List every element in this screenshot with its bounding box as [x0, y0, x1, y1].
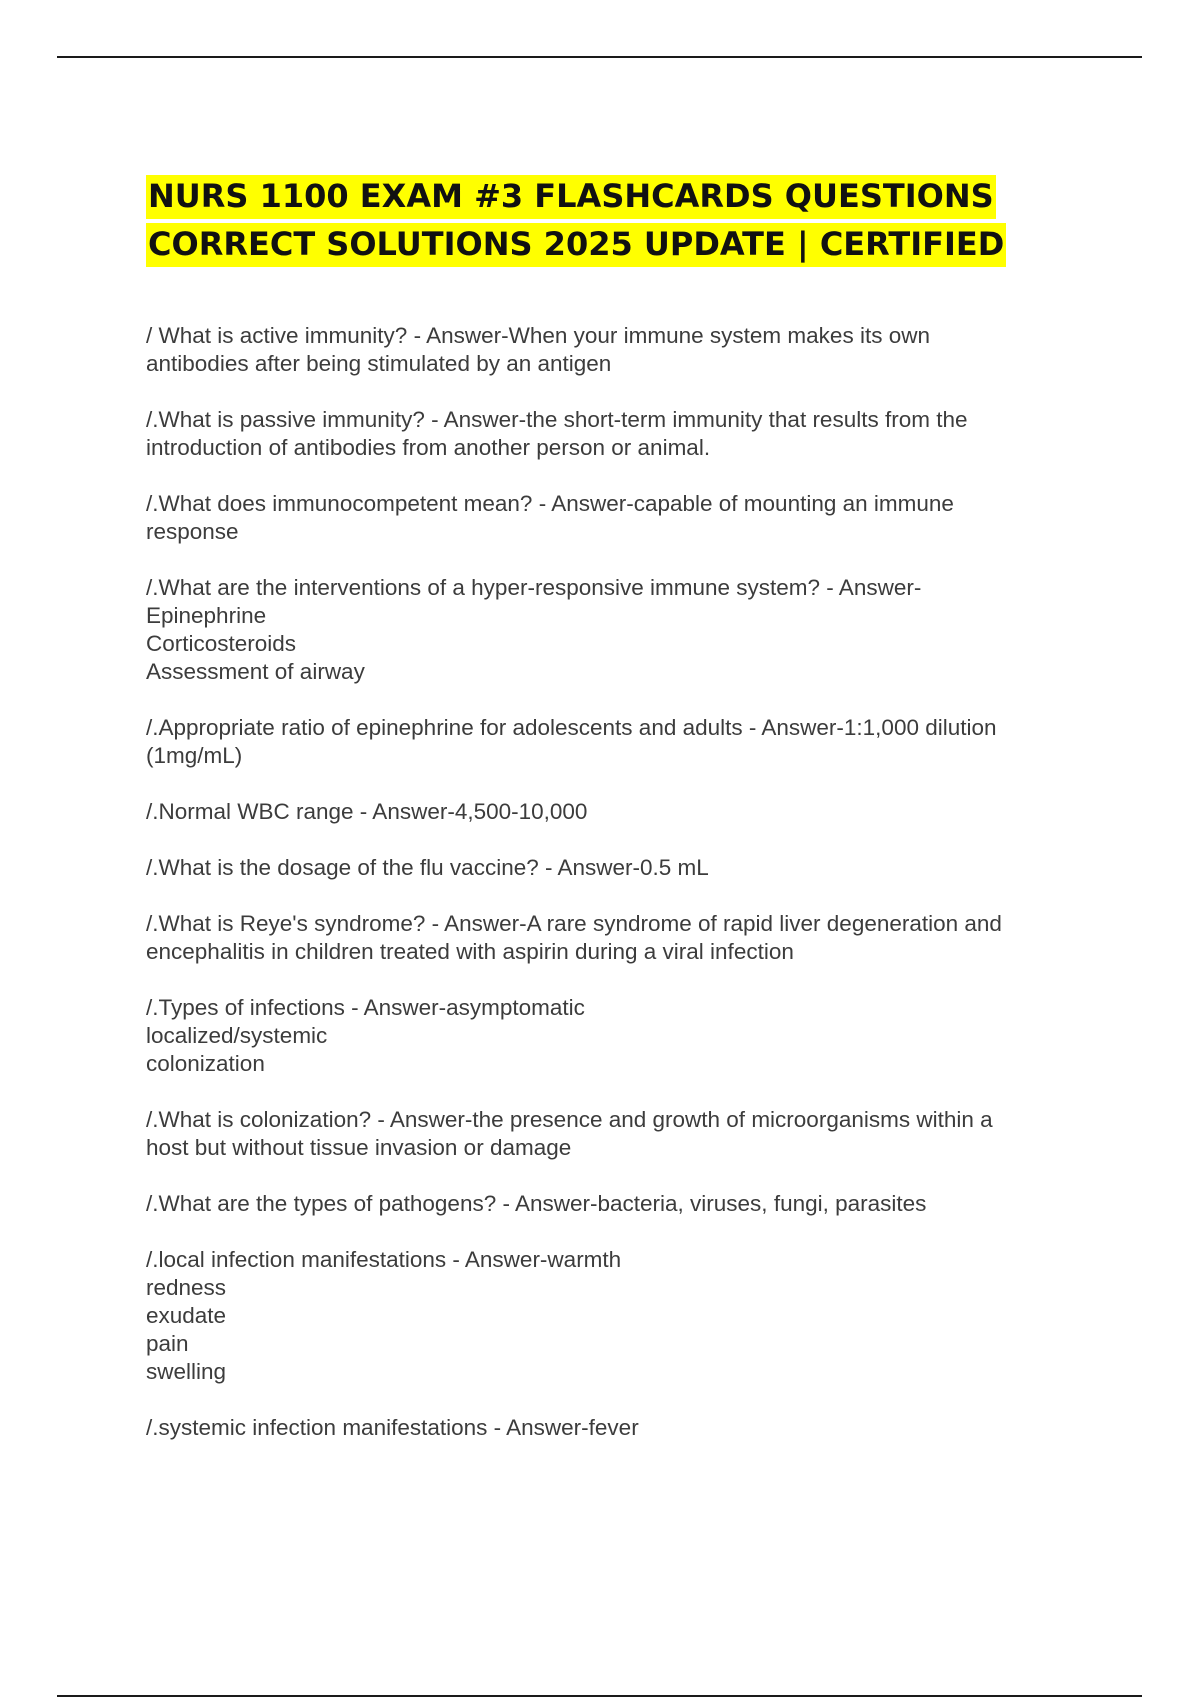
- flashcard-item: /.Appropriate ratio of epinephrine for adolescents and adults - Answer-1:1,000 dilution (1mg/mL): [146, 715, 997, 768]
- flashcard-item: /.local infection manifestations - Answer-warmth redness exudate pain swelling: [146, 1247, 622, 1384]
- flashcard-item: / What is active immunity? - Answer-When your immune system makes its own antibodies after being stimulated by an antigen: [146, 323, 930, 376]
- flashcard-list: [146, 322, 1086, 1470]
- flashcard-item: /.Normal WBC range - Answer-4,500-10,000: [146, 799, 588, 824]
- flashcard-item: /.Types of infections - Answer-asymptomatic localized/systemic colonization: [146, 995, 585, 1076]
- flashcard-item: /.What is Reye's syndrome? - Answer-A rare syndrome of rapid liver degeneration and encephalitis in children treated with aspirin during a viral infection: [146, 911, 1002, 964]
- flashcard-item: /.What is passive immunity? - Answer-the short-term immunity that results from the introduction of antibodies from another person or animal.: [146, 407, 968, 460]
- flashcard-item: /.What is colonization? - Answer-the presence and growth of microorganisms within a host but without tissue invasion or damage: [146, 1107, 993, 1160]
- top-rule: [57, 56, 1142, 58]
- flashcard-item: /.What is the dosage of the flu vaccine? - Answer-0.5 mL: [146, 855, 709, 880]
- flashcard-item: /.What are the types of pathogens? - Answer-bacteria, viruses, fungi, parasites: [146, 1191, 927, 1216]
- title-highlight: NURS 1100 EXAM #3 FLASHCARDS QUESTIONS CORRECT SOLUTIONS 2025 UPDATE | CERTIFIED: [146, 175, 1006, 267]
- document-title: [146, 172, 1046, 268]
- bottom-rule: [57, 1695, 1142, 1697]
- flashcard-item: /.systemic infection manifestations - Answer-fever: [146, 1415, 639, 1440]
- flashcard-item: /.What does immunocompetent mean? - Answer-capable of mounting an immune response: [146, 491, 954, 544]
- flashcard-item: /.What are the interventions of a hyper-responsive immune system? - Answer- Epinephrine Corticosteroids Assessment of airway: [146, 575, 922, 684]
